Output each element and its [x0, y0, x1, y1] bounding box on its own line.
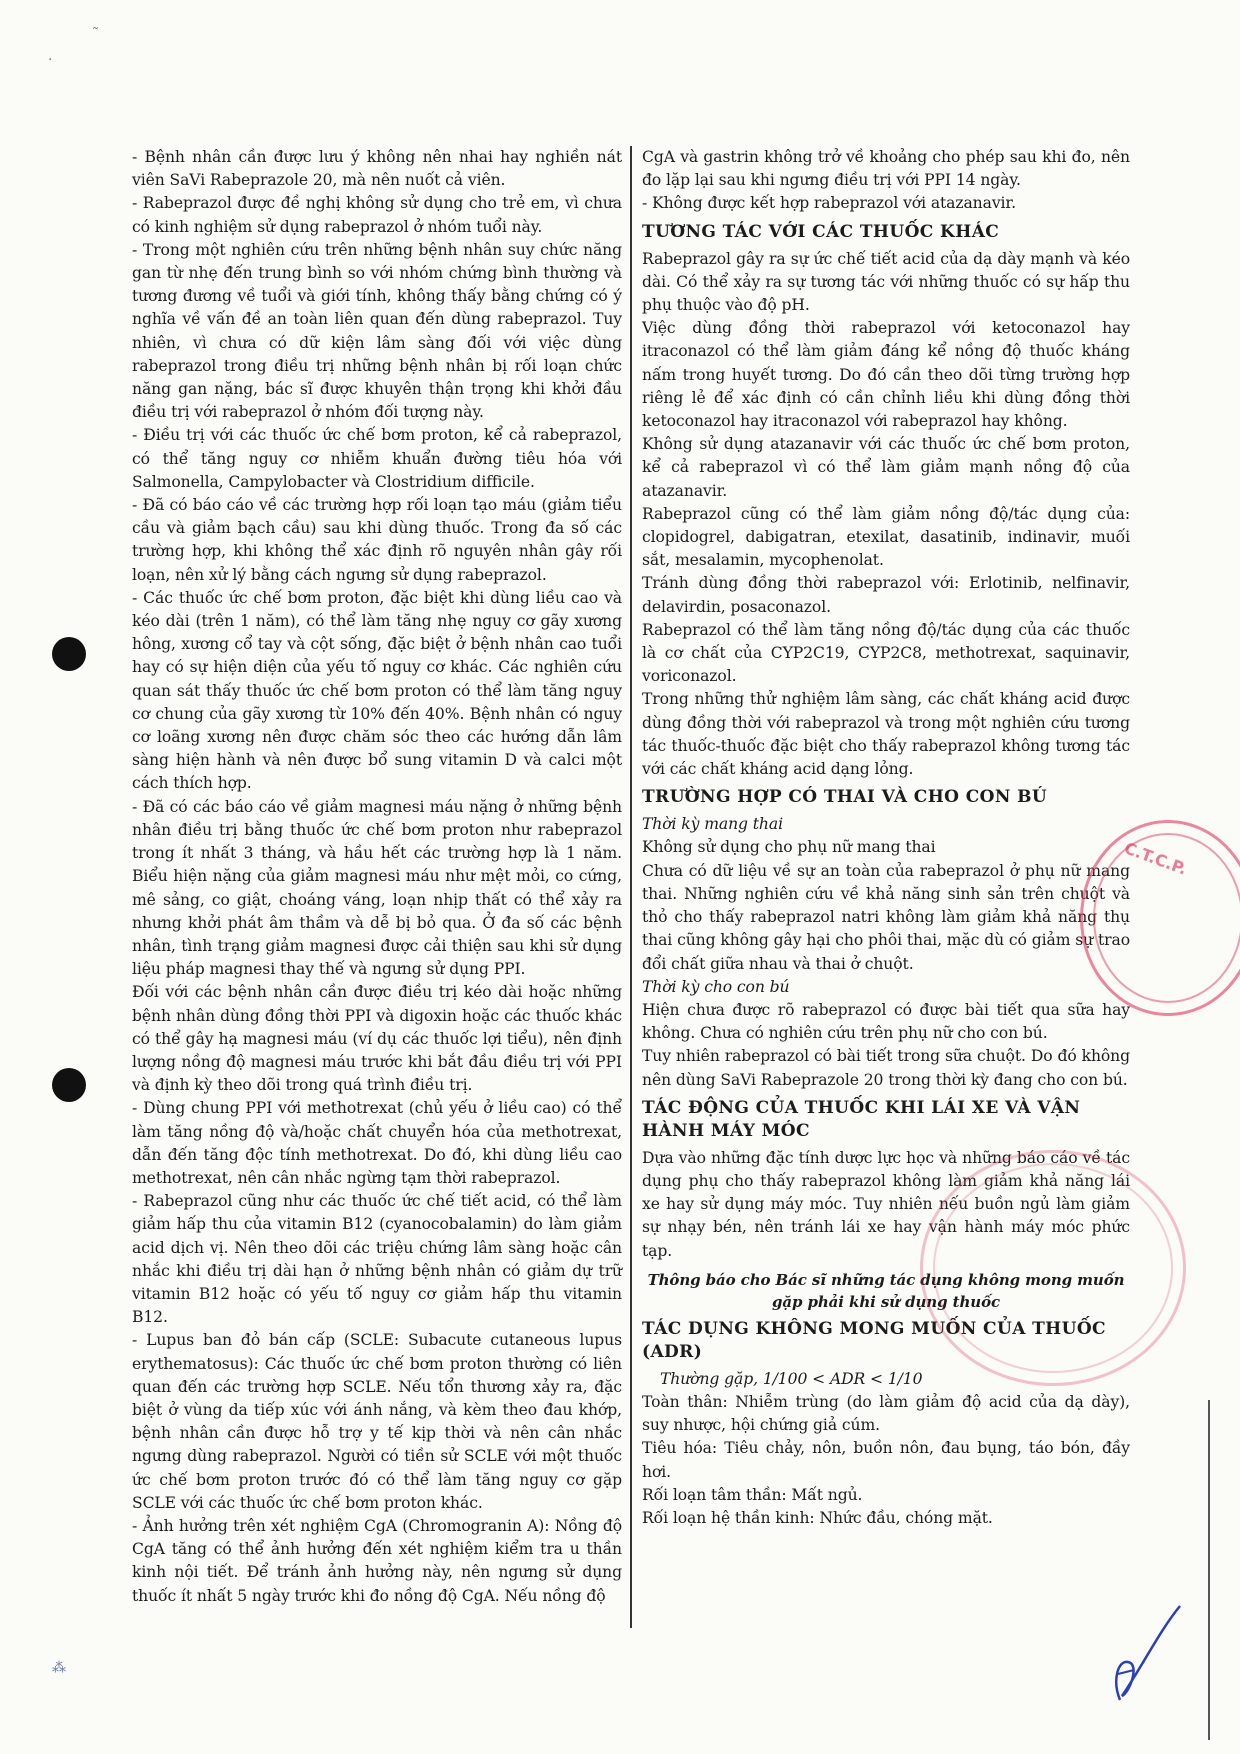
left-paragraph: Đối với các bệnh nhân cần được điều trị kéo dài hoặc những bệnh nhân dùng đồng thời PPI và digoxin hoặc các thuốc khác có thể gây hạ magnesi máu (ví dụ các thuốc lợi tiểu), nên định lượng nồng độ magnesi máu trước khi bắt đầu điều trị với PPI và định kỳ theo dõi trong quá trình điều trị. — [132, 983, 622, 1095]
right-paragraph: Tiêu hóa: Tiêu chảy, nôn, buồn nôn, đau bụng, táo bón, đầy hơi. — [642, 1439, 1130, 1481]
right-paragraph: Hiện chưa được rõ rabeprazol có được bài tiết qua sữa hay không. Chưa có nghiên cứu trên phụ nữ cho con bú. — [642, 1000, 1130, 1043]
signature-mark — [1100, 1600, 1190, 1710]
scan-speck: ˜ — [92, 26, 99, 42]
left-paragraph: - Dùng chung PPI với methotrexat (chủ yếu ở liều cao) có thể làm tăng nồng độ và/hoặc chất chuyển hóa của methotrexat, dẫn đến tăng độc tính methotrexat. Do đó, khi dùng liều cao methotrexat, nên cân nhắc ngừng tạm thời rabeprazol. — [132, 1099, 622, 1187]
scan-speck: ⁂ — [52, 1660, 66, 1676]
pregnancy-heading: TRƯỜNG HỢP CÓ THAI VÀ CHO CON BÚ — [642, 787, 1048, 808]
adr-notice: Thông báo cho Bác sĩ những tác dụng không mong muốn gặp phải khi sử dụng thuốc — [647, 1270, 1125, 1311]
left-paragraph: - Đã có các báo cáo về giảm magnesi máu nặng ở những bệnh nhân điều trị bằng thuốc ức chế bơm proton như rabeprazol trong ít nhất 3 tháng, và hầu hết các trường hợp là 1 năm. Biểu hiện nặng của giảm magnesi máu như mệt mỏi, co cứng, mê sảng, co giật, choáng váng, loạn nhịp thất có thể xảy ra nhưng khởi phát âm thầm và dễ bị bỏ qua. Ở đa số các bệnh nhân, tình trạng giảm magnesi được cải thiện sau khi sử dụng liệu pháp magnesi thay thế và ngưng sử dụng PPI. — [132, 797, 622, 979]
left-paragraph: - Các thuốc ức chế bơm proton, đặc biệt khi dùng liều cao và kéo dài (trên 1 năm), có thể làm tăng nhẹ nguy cơ gãy xương hông, xương cổ tay và cột sống, đặc biệt ở bệnh nhân cao tuổi hay có sự hiện diện của yếu tố nguy cơ khác. Các nghiên cứu quan sát thấy thuốc ức chế bơm proton có thể làm tăng nguy cơ chung của gãy xương từ 10% đến 40%. Bệnh nhân có nguy cơ loãng xương nên được chăm sóc theo các hướng dẫn lâm sàng hiện hành và nên được bổ sung vitamin D và calci một cách thích hợp. — [132, 588, 622, 793]
right-paragraph: CgA và gastrin không trở về khoảng cho phép sau khi đo, nên đo lặp lại sau khi ngưng điều trị với PPI 14 ngày. — [642, 148, 1130, 190]
left-paragraph: - Đã có báo cáo về các trường hợp rối loạn tạo máu (giảm tiểu cầu và giảm bạch cầu) sau khi dùng thuốc. Trong đa số các trường hợp, khi không thể xác định rõ nguyên nhân gây rối loạn, nên xử lý bằng cách ngưng sử dụng rabeprazol. — [132, 496, 622, 584]
column-divider — [630, 146, 632, 1628]
right-paragraph: Không sử dụng atazanavir với các thuốc ức chế bơm proton, kể cả rabeprazol vì có thể làm giảm mạnh nồng độ của atazanavir. — [642, 435, 1130, 500]
right-paragraph: Rabeprazol có thể làm tăng nồng độ/tác dụng của các thuốc là cơ chất của CYP2C19, CYP2C8, methotrexat, saquinavir, voriconazol. — [642, 620, 1130, 686]
right-paragraph: Chưa có dữ liệu về sự an toàn của rabeprazol ở phụ nữ mang thai. Những nghiên cứu về khả năng sinh sản trên chuột và thỏ cho thấy rabeprazol natri không làm giảm khả năng thụ thai cũng không gây hại cho phôi thai, mặc dù có giảm sự trao đổi chất giữa nhau và thai ở chuột. — [642, 861, 1130, 973]
interactions-heading: TƯƠNG TÁC VỚI CÁC THUỐC KHÁC — [642, 221, 1000, 242]
right-paragraph: Trong những thử nghiệm lâm sàng, các chất kháng acid được dùng đồng thời với rabeprazol và trong một nghiên cứu tương tác thuốc-thuốc đặc biệt cho thấy rabeprazol không tương tác với các chất kháng acid dạng lỏng. — [642, 690, 1130, 779]
stamp-label: C.T.C.P. — [1121, 838, 1190, 879]
left-paragraph: - Trong một nghiên cứu trên những bệnh nhân suy chức năng gan từ nhẹ đến trung bình so với nhóm chứng bình thường và tương đương về tuổi và giới tính, không thấy bằng chứng có ý nghĩa về vấn đề an toàn liên quan đến dùng rabeprazol. Tuy nhiên, vì chưa có dữ kiện lâm sàng đối với việc dùng rabeprazol trong điều trị những bệnh nhân bị rối loạn chức năng gan nặng, bác sĩ được khuyên thận trọng khi khởi đầu điều trị với rabeprazol ở nhóm đối tượng này. — [132, 240, 622, 422]
right-paragraph: Toàn thân: Nhiễm trùng (do làm giảm độ acid của dạ dày), suy nhược, hội chứng giả cúm. — [642, 1392, 1130, 1435]
left-paragraph: - Rabeprazol được đề nghị không sử dụng cho trẻ em, vì chưa có kinh nghiệm sử dụng rabeprazol ở nhóm tuổi này. — [132, 194, 622, 236]
right-paragraph: - Không được kết hợp rabeprazol với atazanavir. — [642, 194, 1016, 213]
right-paragraph: Rabeprazol gây ra sự ức chế tiết acid của dạ dày mạnh và kéo dài. Có thể xảy ra sự tương tác với những thuốc có sự hấp thu phụ thuộc vào độ pH. — [642, 249, 1130, 315]
company-stamp-bottom — [920, 1150, 1186, 1386]
left-paragraph: - Bệnh nhân cần được lưu ý không nên nhai hay nghiền nát viên SaVi Rabeprazole 20, mà nên nuốt cả viên. — [132, 148, 622, 190]
adr-frequency-subheading: Thường gặp, 1/100 < ADR < 1/10 — [660, 1369, 923, 1388]
right-paragraph: Không sử dụng cho phụ nữ mang thai — [642, 838, 936, 857]
punch-hole-bottom — [52, 1068, 86, 1102]
right-paragraph: Rối loạn tâm thần: Mất ngủ. — [642, 1485, 863, 1504]
scan-speck: · — [48, 52, 53, 68]
right-paragraph: Rối loạn hệ thần kinh: Nhức đầu, chóng mặt. — [642, 1508, 993, 1527]
pregnancy-subheading: Thời kỳ mang thai — [642, 815, 783, 834]
page-edge-line — [1208, 1400, 1210, 1740]
left-paragraph: - Lupus ban đỏ bán cấp (SCLE: Subacute cutaneous lupus erythematosus): Các thuốc ức chế bơm proton thường có liên quan đến các trường hợp SCLE. Nếu tổn thương xảy ra, đặc biệt ở vùng da tiếp xúc với ánh nắng, và kèm theo đau khớp, bệnh nhân cần được hỗ trợ y tế kịp thời và nên cân nhắc ngưng dùng rabeprazol. Người có tiền sử SCLE với một thuốc ức chế bơm proton trước đó có thể làm tăng nguy cơ gặp SCLE với các thuốc ức chế bơm proton khác. — [132, 1331, 622, 1512]
left-paragraph: - Rabeprazol cũng như các thuốc ức chế tiết acid, có thể làm giảm hấp thu của vitamin B12 (cyanocobalamin) do làm giảm acid dịch vị. Nên theo dõi các triệu chứng lâm sàng hoặc cân nhắc khi điều trị dài hạn ở những bệnh nhân có giảm dự trữ vitamin B12 hoặc có yếu tố nguy cơ giảm hấp thu vitamin B12. — [132, 1192, 622, 1327]
right-paragraph: Dựa vào những đặc tính dược lực học và những báo cáo về tác dụng phụ cho thấy rabeprazol không làm giảm khả năng lái xe hay sử dụng máy móc. Tuy nhiên nếu buồn ngủ làm giảm sự nhạy bén, nên tránh lái xe hay vận hành máy móc phức tạp. — [642, 1148, 1130, 1260]
driving-heading: TÁC ĐỘNG CỦA THUỐC KHI LÁI XE VÀ VẬN HÀNH MÁY MÓC — [642, 1097, 1081, 1141]
right-paragraph: Tuy nhiên rabeprazol có bài tiết trong sữa chuột. Do đó không nên dùng SaVi Rabeprazole 20 trong thời kỳ đang cho con bú. — [642, 1047, 1130, 1089]
left-paragraph: - Ảnh hưởng trên xét nghiệm CgA (Chromogranin A): Nồng độ CgA tăng có thể ảnh hưởng đến xét nghiệm kiểm tra u thần kinh nội tiết. Để tránh ảnh hưởng này, nên ngưng sử dụng thuốc ít nhất 5 ngày trước khi đo nồng độ CgA. Nếu nồng độ — [132, 1516, 622, 1605]
adr-heading: TÁC DỤNG KHÔNG MONG MUỐN CỦA THUỐC (ADR) — [642, 1318, 1106, 1362]
left-column — [132, 146, 622, 1608]
punch-hole-top — [52, 637, 86, 671]
right-paragraph: Việc dùng đồng thời rabeprazol với ketoconazol hay itraconazol có thể làm giảm đáng kể nồng độ thuốc kháng nấm trong huyết tương. Do đó cần theo dõi từng trường hợp riêng lẻ để xác định có cần chỉnh liều khi dùng đồng thời ketoconazol hay itraconazol với rabeprazol hay không. — [642, 319, 1130, 431]
left-paragraph: - Điều trị với các thuốc ức chế bơm proton, kể cả rabeprazol, có thể tăng nguy cơ nhiễm khuẩn đường tiêu hóa với Salmonella, Campylobacter và Clostridium difficile. — [132, 426, 622, 491]
right-paragraph: Tránh dùng đồng thời rabeprazol với: Erlotinib, nelfinavir, delavirdin, posaconazol. — [642, 574, 1130, 616]
right-paragraph: Rabeprazol cũng có thể làm giảm nồng độ/tác dụng của: clopidogrel, dabigatran, etexilat, dasatinib, indinavir, muối sắt, mesalamin, mycophenolat. — [642, 504, 1130, 570]
lactation-subheading: Thời kỳ cho con bú — [642, 977, 790, 996]
